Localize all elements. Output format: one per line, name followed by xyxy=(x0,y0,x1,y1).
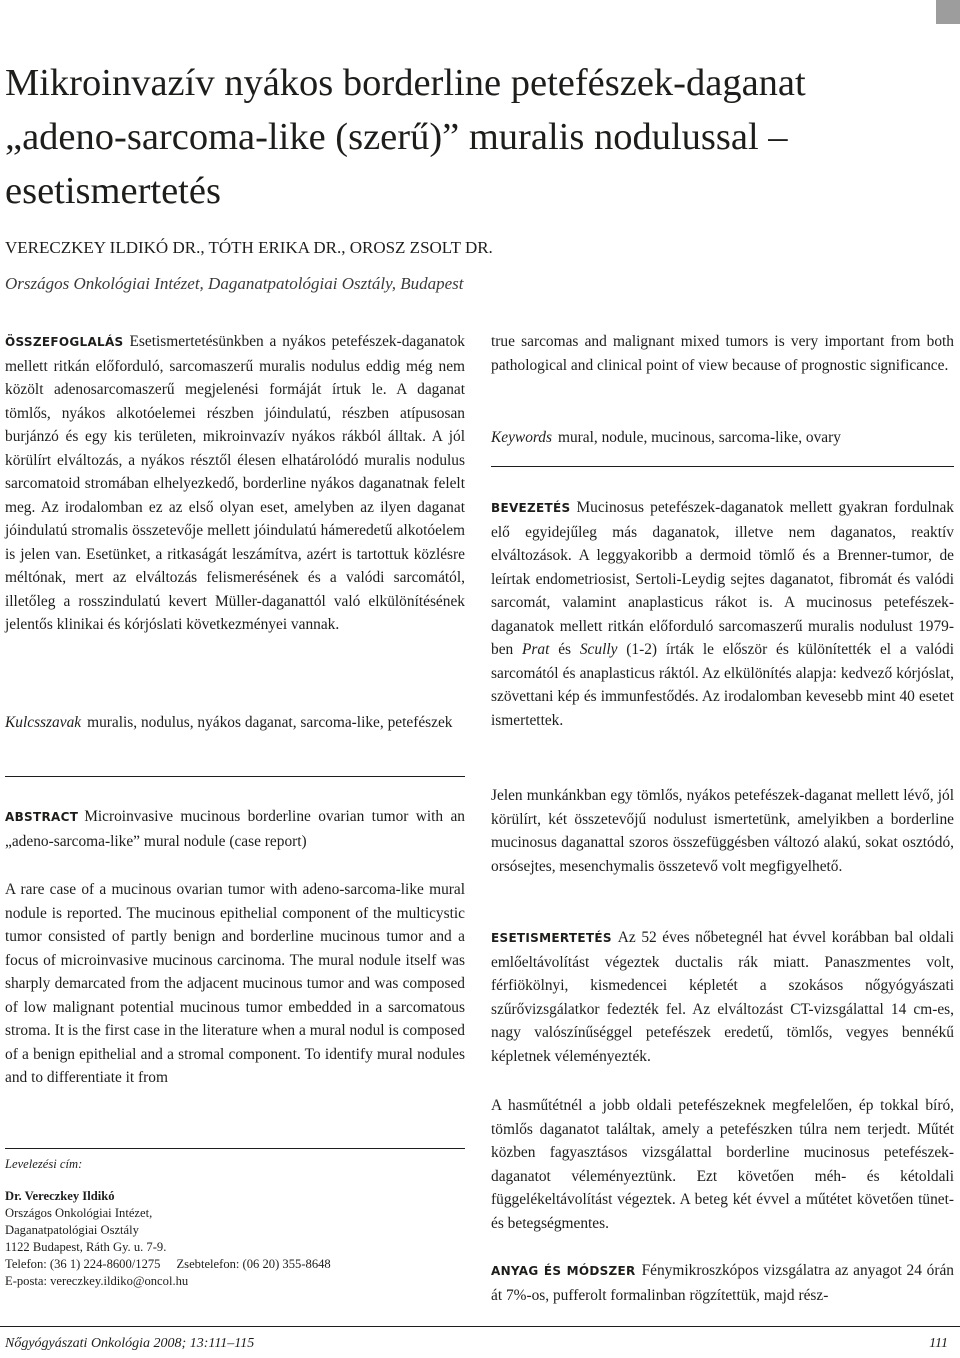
abstract-text: A rare case of a mucinous ovarian tumor with adeno-sarcoma-like mural nodule is reported. The mucinous epithelial component of the multicystic tumor consisted of partly benign and borderline mucinous tumor and a focus of microinvasive mucinous carcinoma. The mural nodule itself was sharply demarcated from the adjacent mucinous tumor and was composed of low malignant potential mucinous tumor embedded in a sarcomatous stroma. It is the first case in the literature when a mural nodul is composed of a benign epithelial and a stromal component. To identify mural nodules and to differentiate it from xyxy=(5,881,465,1086)
correspondence-line-3: 1122 Budapest, Ráth Gy. u. 7-9. xyxy=(5,1240,167,1254)
article-title xyxy=(5,56,925,218)
abstract-continued xyxy=(491,330,954,377)
divider-left xyxy=(5,776,465,777)
divider-right xyxy=(491,466,954,467)
correspondence-name: Dr. Vereczkey Ildikó xyxy=(5,1189,115,1203)
methods-label: ANYAG ÉS MÓDSZER xyxy=(491,1264,636,1278)
intro-and: és xyxy=(549,641,580,658)
author-scully: Scully xyxy=(579,641,618,658)
intro-text-b: (1-2) írták le először és különítették el a valódi sarcomától és anaplasticus ráktól. Az elkülönítés alapja: kedvező kórjóslat, szövettani kép és immunfestődés. Az irodalomban kevesebb mint 40 esetet ismertettek. xyxy=(491,641,954,729)
page-number: 111 xyxy=(929,1336,948,1351)
intro-section xyxy=(491,496,954,732)
summary-section xyxy=(5,330,465,637)
summary-text: Esetismertetésünkben a nyákos petefészek-daganatok mellett ritkán előforduló, sarcomaszerű muralis nodulus eddig még nem közölt adenosarcomaszerű megjelenési formáját írtuk le. A daganat tömlős, nyákos alkotóelemei részben jóindulatú, részben atípusosan burjánzó és egy kis területen, mikroinvazív nyákos rákból álltak. A jól körülírt elváltozás, a nyákos résztől élesen elhatárolódó muralis nodulus sarcomatoid stromában elhelyezkedő, borderline nyákos daganatnak felelt meg. Az irodalomban ez az első olyan eset, amelyben az ilyen daganat jóindulatú stromalis összetevője mellett jóindulatú hámeredetű alkotóelem is jelen van. Esetünket, a ritkaságát leszámítva, azért is tartottuk közlésre méltónak, mert az elváltozás felismerésének és a valódi sarcomától, illetőleg a rosszindulatú kevert Müller-daganattól való elkülönítésének jelentős klinikai és kórjóslati következményei vannak. xyxy=(5,333,465,633)
author-prat: Prat xyxy=(522,641,550,658)
title-line-1: Mikroinvazív nyákos borderline petefészek-daganat xyxy=(5,62,806,104)
methods-text: Fénymikroszkópos vizsgálatra az anyagot 24 órán át 7%-os, pufferolt formalinban rögzítettük, majd rész- xyxy=(491,1262,954,1304)
journal-citation: Nőgyógyászati Onkológia 2008; 13:111–115 xyxy=(5,1336,255,1351)
keywords-hu-label: Kulcsszavak xyxy=(5,714,82,731)
corner-mark xyxy=(936,0,960,24)
title-line-3: esetismertetés xyxy=(5,170,221,212)
abstract-title: Microinvasive mucinous borderline ovarian tumor with an „adeno-sarcoma-like” mural nodule (case report) xyxy=(5,808,465,850)
divider-correspondence xyxy=(5,1148,465,1149)
case-p1-text: Az 52 éves nőbetegnél hat évvel korábban bal oldali emlőeltávolítást végeztek ductalis rák miatt. Panaszmentes volt, férfiökölnyi, kismedencei képletét a szokásos nőgyógyászati szűrővizsgálatkor fedezték fel. Az elváltozást CT-vizsgálattal 14 cm-es, nagy valószínűséggel petefészek eredetű, tömlős, vegyes bennékű képletnek véleményezték. xyxy=(491,929,954,1065)
abstract-continued-text: true sarcomas and malignant mixed tumors is very important from both pathological and clinical point of view because of prognostic significance. xyxy=(491,333,954,374)
intro-label: BEVEZETÉS xyxy=(491,501,571,515)
case-p2-text: A hasműtétnél a jobb oldali petefészeknek megfelelően, ép tokkal bíró, tömlős daganatot találtak, amely a petefészken túlra nem terjedt. Műtét közben fagyasztásos vizsgálattal borderline mucinosus petefészek-daganatot véleményeztünk. Ezt követően méh- és kétoldali függelékeltávolítást végeztek. A beteg két évvel a műtétet követően tünet- és betegségmentes. xyxy=(491,1097,954,1232)
summary-label: ÖSSZEFOGLALÁS xyxy=(5,335,124,349)
abstract-label: ABSTRACT xyxy=(5,810,79,824)
intro-text-a: Mucinosus petefészek-daganatok mellett gyakran fordulnak elő egyidejűleg más daganatok, illetve nem daganatos, reaktív elváltozások. A leggyakoribb a dermoid tömlő és a Brenner-tumor, de leírtak endometriosist, Sertoli-Leydig sejtes daganatot, fibromát és valódi sarcomát, valamint anaplasticus rákot is. A mucinosus petefészek-daganatok mellett ritkán előforduló sarcomaszerű muralis nodulust 1979-ben xyxy=(491,499,954,658)
title-line-2: „adeno-sarcoma-like (szerű)” muralis nodulussal – xyxy=(5,116,788,158)
case-label: ESETISMERTETÉS xyxy=(491,931,612,945)
intro-paragraph-2 xyxy=(491,784,954,878)
correspondence-email[interactable]: E-posta: vereczkey.ildiko@oncol.hu xyxy=(5,1274,189,1288)
abstract-body xyxy=(5,878,465,1090)
correspondence-block xyxy=(5,1156,465,1290)
authors: VERECZKEY ILDIKÓ DR., TÓTH ERIKA DR., OROSZ ZSOLT DR. xyxy=(5,238,493,257)
correspondence-line-2: Daganatpatológiai Osztály xyxy=(5,1223,139,1237)
keywords-hu xyxy=(5,711,465,735)
affiliation: Országos Onkológiai Intézet, Daganatpatológiai Osztály, Budapest xyxy=(5,274,464,293)
footer-rule xyxy=(0,1326,960,1327)
methods-section xyxy=(491,1259,954,1307)
abstract-heading xyxy=(5,805,465,853)
correspondence-phone-row xyxy=(5,1256,465,1273)
keywords-en-text: mural, nodule, mucinous, sarcoma-like, ovary xyxy=(558,429,841,446)
keywords-en xyxy=(491,426,954,450)
correspondence-mobile: Zsebtelefon: (06 20) 355-8648 xyxy=(176,1257,331,1271)
correspondence-label: Levelezési cím: xyxy=(5,1157,83,1171)
case-section xyxy=(491,926,954,1068)
intro-p2-text: Jelen munkánkban egy tömlős, nyákos petefészek-daganat mellett lévő, jól körülírt, két összetevőjű nodulust ismertetünk, amelyikben a borderline mucinosus daganattal szoros összefüggésben változó alakú, sokat osztódó, orsósejtes, mesenchymalis összetevő volt megfigyelhető. xyxy=(491,787,954,875)
correspondence-phone: Telefon: (36 1) 224-8600/1275 xyxy=(5,1257,161,1271)
keywords-hu-text: muralis, nodulus, nyákos daganat, sarcoma-like, petefészek xyxy=(87,714,453,731)
keywords-en-label: Keywords xyxy=(491,429,552,446)
correspondence-line-1: Országos Onkológiai Intézet, xyxy=(5,1206,153,1220)
case-paragraph-2 xyxy=(491,1094,954,1235)
